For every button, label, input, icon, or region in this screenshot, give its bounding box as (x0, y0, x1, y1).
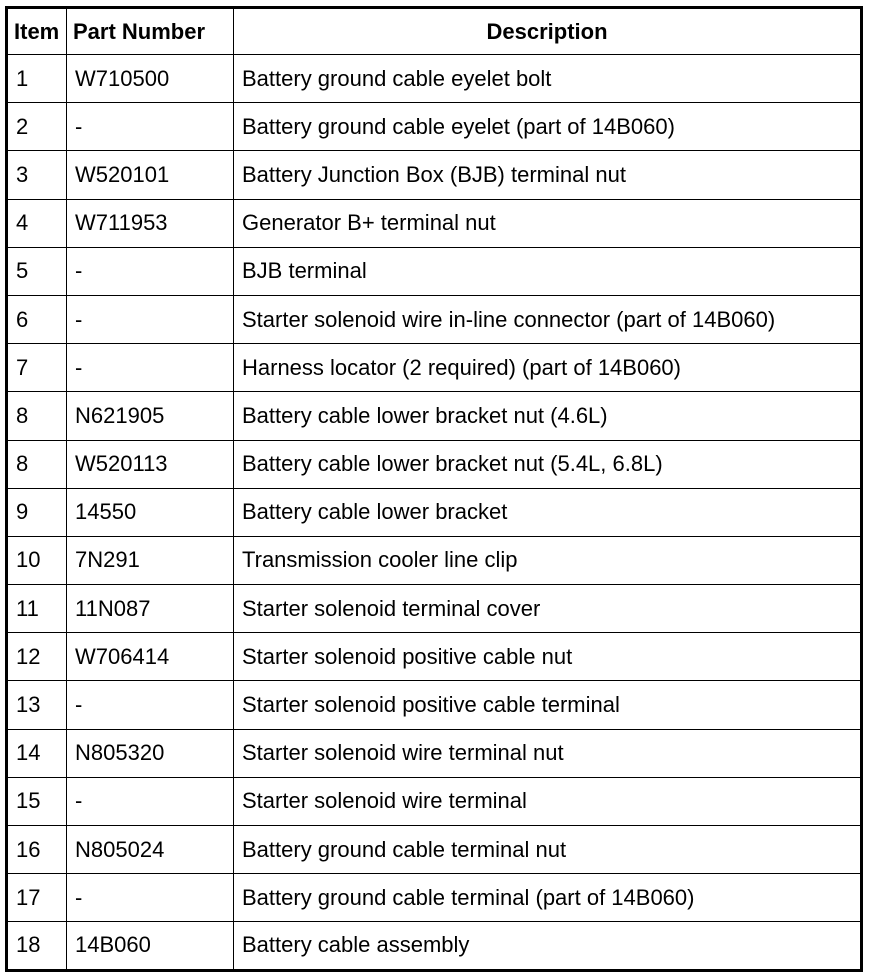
table-row (7, 247, 862, 295)
cell-part-number: W711953 (67, 199, 234, 247)
cell-description: Harness locator (2 required) (part of 14B060) (234, 344, 862, 392)
cell-description: Battery cable lower bracket nut (4.6L) (234, 392, 862, 440)
table-row (7, 488, 862, 536)
cell-item: 1 (7, 55, 67, 103)
cell-description: Battery ground cable terminal (part of 14B060) (234, 874, 862, 922)
table-row (7, 874, 862, 922)
cell-item: 6 (7, 295, 67, 343)
cell-item: 18 (7, 922, 67, 970)
cell-item: 12 (7, 633, 67, 681)
cell-item: 14 (7, 729, 67, 777)
header-item: Item (7, 8, 67, 55)
cell-part-number: - (67, 344, 234, 392)
cell-part-number: 14B060 (67, 922, 234, 970)
table-row (7, 729, 862, 777)
cell-description: Starter solenoid wire terminal nut (234, 729, 862, 777)
table-row (7, 826, 862, 874)
cell-item: 5 (7, 247, 67, 295)
table-row (7, 55, 862, 103)
cell-part-number: W520101 (67, 151, 234, 199)
table-row (7, 585, 862, 633)
cell-description: Battery ground cable eyelet (part of 14B060) (234, 103, 862, 151)
table-row (7, 295, 862, 343)
cell-item: 9 (7, 488, 67, 536)
cell-part-number: 7N291 (67, 536, 234, 584)
cell-description: Battery cable lower bracket (234, 488, 862, 536)
table-row (7, 633, 862, 681)
cell-part-number: - (67, 777, 234, 825)
cell-part-number: 14550 (67, 488, 234, 536)
table-header (7, 8, 862, 55)
cell-item: 4 (7, 199, 67, 247)
table-row (7, 536, 862, 584)
cell-part-number: W710500 (67, 55, 234, 103)
cell-part-number: N621905 (67, 392, 234, 440)
cell-item: 13 (7, 681, 67, 729)
cell-description: Battery ground cable terminal nut (234, 826, 862, 874)
cell-description: Starter solenoid positive cable nut (234, 633, 862, 681)
cell-item: 11 (7, 585, 67, 633)
cell-item: 16 (7, 826, 67, 874)
table-row (7, 440, 862, 488)
cell-part-number: 11N087 (67, 585, 234, 633)
table-row (7, 103, 862, 151)
cell-part-number: - (67, 874, 234, 922)
cell-item: 3 (7, 151, 67, 199)
cell-description: Battery Junction Box (BJB) terminal nut (234, 151, 862, 199)
parts-table (5, 6, 863, 972)
cell-item: 2 (7, 103, 67, 151)
cell-description: Starter solenoid wire in-line connector (part of 14B060) (234, 295, 862, 343)
cell-part-number: W520113 (67, 440, 234, 488)
cell-item: 7 (7, 344, 67, 392)
cell-part-number: - (67, 295, 234, 343)
table-body (7, 55, 862, 971)
table-row (7, 199, 862, 247)
cell-item: 15 (7, 777, 67, 825)
cell-item: 17 (7, 874, 67, 922)
cell-description: Battery ground cable eyelet bolt (234, 55, 862, 103)
cell-part-number: - (67, 681, 234, 729)
cell-part-number: W706414 (67, 633, 234, 681)
table-row (7, 922, 862, 970)
header-part-number: Part Number (67, 8, 234, 55)
cell-description: Starter solenoid positive cable terminal (234, 681, 862, 729)
cell-item: 8 (7, 440, 67, 488)
cell-description: BJB terminal (234, 247, 862, 295)
cell-description: Starter solenoid wire terminal (234, 777, 862, 825)
table-row (7, 681, 862, 729)
header-row (7, 8, 862, 55)
cell-part-number: N805320 (67, 729, 234, 777)
cell-part-number: - (67, 103, 234, 151)
cell-description: Battery cable assembly (234, 922, 862, 970)
cell-description: Generator B+ terminal nut (234, 199, 862, 247)
cell-part-number: - (67, 247, 234, 295)
table-row (7, 777, 862, 825)
table-row (7, 392, 862, 440)
cell-part-number: N805024 (67, 826, 234, 874)
header-description: Description (234, 8, 862, 55)
cell-description: Starter solenoid terminal cover (234, 585, 862, 633)
cell-item: 8 (7, 392, 67, 440)
cell-item: 10 (7, 536, 67, 584)
cell-description: Battery cable lower bracket nut (5.4L, 6.8L) (234, 440, 862, 488)
table-row (7, 344, 862, 392)
cell-description: Transmission cooler line clip (234, 536, 862, 584)
table-row (7, 151, 862, 199)
